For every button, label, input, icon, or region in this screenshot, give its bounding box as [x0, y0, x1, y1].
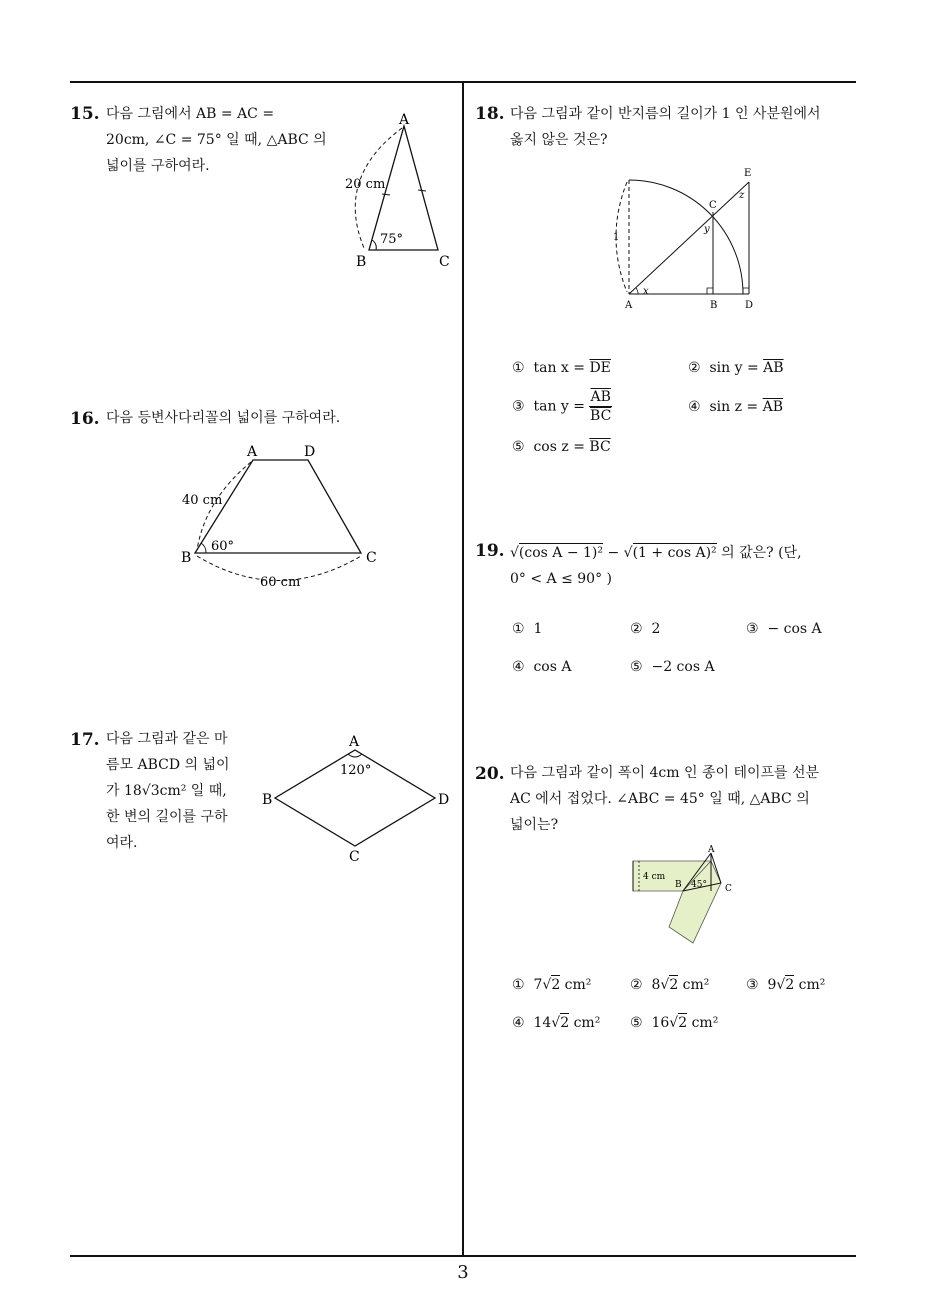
- q19-choice-1[interactable]: ① 1: [512, 621, 543, 637]
- q15-label-C: C: [439, 254, 450, 270]
- question-15-line-1: 다음 그림에서 AB = AC =: [106, 106, 275, 122]
- question-17-text: [106, 726, 246, 856]
- q15-side-label: 20 cm: [345, 177, 386, 192]
- question-20-line-3: 넓이는?: [510, 817, 559, 833]
- q18-label-z: z: [739, 190, 745, 201]
- q17-label-A: A: [349, 734, 360, 750]
- q17-label-B: B: [262, 792, 273, 808]
- q16-label-B: B: [181, 550, 192, 566]
- q20-label-A: A: [708, 845, 715, 855]
- q20-width-label: 4 cm: [643, 872, 666, 882]
- question-18-text: [510, 101, 855, 153]
- q17-label-D: D: [438, 792, 450, 808]
- q18-choice-3[interactable]: ③ tan y = $\frac{\overline{AB}}{BC}$: [512, 389, 612, 424]
- question-17-line-1: 다음 그림과 같은 마: [106, 731, 228, 747]
- q20-choice-4[interactable]: ④ 14√2 cm²: [512, 1015, 601, 1031]
- q19-choice-2[interactable]: ② 2: [630, 621, 661, 637]
- q20-angle-label: 45°: [691, 880, 707, 890]
- q15-label-A: A: [399, 112, 410, 128]
- q18-choice-4[interactable]: ④ $\sin z = \overline{AB}$: [688, 399, 784, 415]
- question-19-text: [510, 540, 855, 592]
- question-18-line-1: 다음 그림과 같이 반지름의 길이가 1 인 사분원에서: [510, 106, 821, 122]
- question-15-text: [106, 101, 331, 179]
- question-16-trapezoid-figure: [175, 440, 390, 592]
- question-15-line-3: 넓이를 구하여라.: [106, 158, 210, 174]
- q15-angle-label: 75°: [380, 232, 404, 247]
- q15-label-B: B: [356, 254, 367, 270]
- q17-angle-label: 120°: [340, 763, 372, 778]
- question-17-line-3: 가 18√3cm² 일 때,: [106, 783, 227, 799]
- question-16-text: 다음 등변사다리꼴의 넓이를 구하여라.: [106, 410, 341, 426]
- question-18-line-2: 옳지 않은 것은?: [510, 132, 608, 148]
- question-17-line-2: 름모 ABCD 의 넓이: [106, 757, 230, 773]
- bottom-rule: [70, 1255, 856, 1257]
- question-19-line-2: 0° < A ≤ 90° ): [510, 571, 613, 587]
- q18-choice-3-fraction: $\frac{\overline{AB}}{BC}$: [590, 389, 612, 424]
- q18-label-B: B: [710, 300, 718, 311]
- q20-choice-3[interactable]: ③ 9√2 cm²: [746, 977, 826, 993]
- q16-angle-label: 60°: [211, 539, 235, 554]
- question-17-line-5: 여라.: [106, 835, 138, 851]
- q18-label-D: D: [745, 300, 754, 311]
- question-20-number: 20.: [475, 764, 505, 784]
- question-19-number: 19.: [475, 541, 505, 561]
- q18-label-A: A: [625, 300, 633, 311]
- q16-side-label: 40 cm: [182, 493, 223, 508]
- q18-choice-1[interactable]: ① $\tan x = \overline{DE}$: [512, 360, 611, 376]
- question-17-line-4: 한 변의 길이를 구하: [106, 809, 228, 825]
- q19-choice-5[interactable]: ⑤ −2 cos A: [630, 659, 715, 675]
- q18-label-one: 1: [613, 232, 620, 243]
- question-20-text: [510, 760, 855, 838]
- q20-choice-1[interactable]: ① 7√2 cm²: [512, 977, 592, 993]
- q20-choice-2[interactable]: ② 8√2 cm²: [630, 977, 710, 993]
- question-18-number: 18.: [475, 104, 505, 124]
- q18-label-C: C: [709, 200, 717, 211]
- q18-label-y: y: [704, 224, 710, 235]
- q19-choice-4[interactable]: ④ cos A: [512, 659, 572, 675]
- q18-choice-5[interactable]: ⑤ $\cos z = \overline{BC}$: [512, 439, 611, 455]
- question-17-number: 17.: [70, 730, 100, 750]
- q19-choice-3[interactable]: ③ − cos A: [746, 621, 822, 637]
- question-18-quadrant-figure: [605, 162, 765, 314]
- q17-label-C: C: [349, 849, 360, 865]
- question-15-number: 15.: [70, 104, 100, 124]
- q16-base-label: 60 cm: [260, 575, 301, 590]
- q16-label-D: D: [304, 444, 316, 460]
- question-19-line-1: √(cos A − 1)² − √(1 + cos A)² 의 값은? (단,: [510, 545, 802, 561]
- q18-label-E: E: [744, 168, 752, 179]
- question-15-line-2: 20cm, ∠C = 75° 일 때, △ABC 의: [106, 132, 327, 148]
- q20-choice-5[interactable]: ⑤ 16√2 cm²: [630, 1015, 719, 1031]
- q16-label-C: C: [366, 550, 377, 566]
- question-20-tape-figure: [625, 845, 745, 945]
- question-17-rhombus-figure: [258, 730, 458, 870]
- column-divider: [462, 83, 464, 1257]
- question-16-number: 16.: [70, 409, 100, 429]
- question-15-triangle-figure: [340, 108, 460, 273]
- q18-label-x: x: [643, 286, 649, 297]
- q16-label-A: A: [247, 444, 258, 460]
- q20-label-C: C: [725, 884, 732, 894]
- q20-label-B: B: [675, 880, 682, 890]
- question-20-line-1: 다음 그림과 같이 폭이 4cm 인 종이 테이프를 선분: [510, 765, 820, 781]
- page-number: 3: [457, 1262, 469, 1283]
- q18-choice-2[interactable]: ② $\sin y = \overline{AB}$: [688, 360, 784, 376]
- question-20-line-2: AC 에서 접었다. ∠ABC = 45° 일 때, △ABC 의: [510, 791, 810, 807]
